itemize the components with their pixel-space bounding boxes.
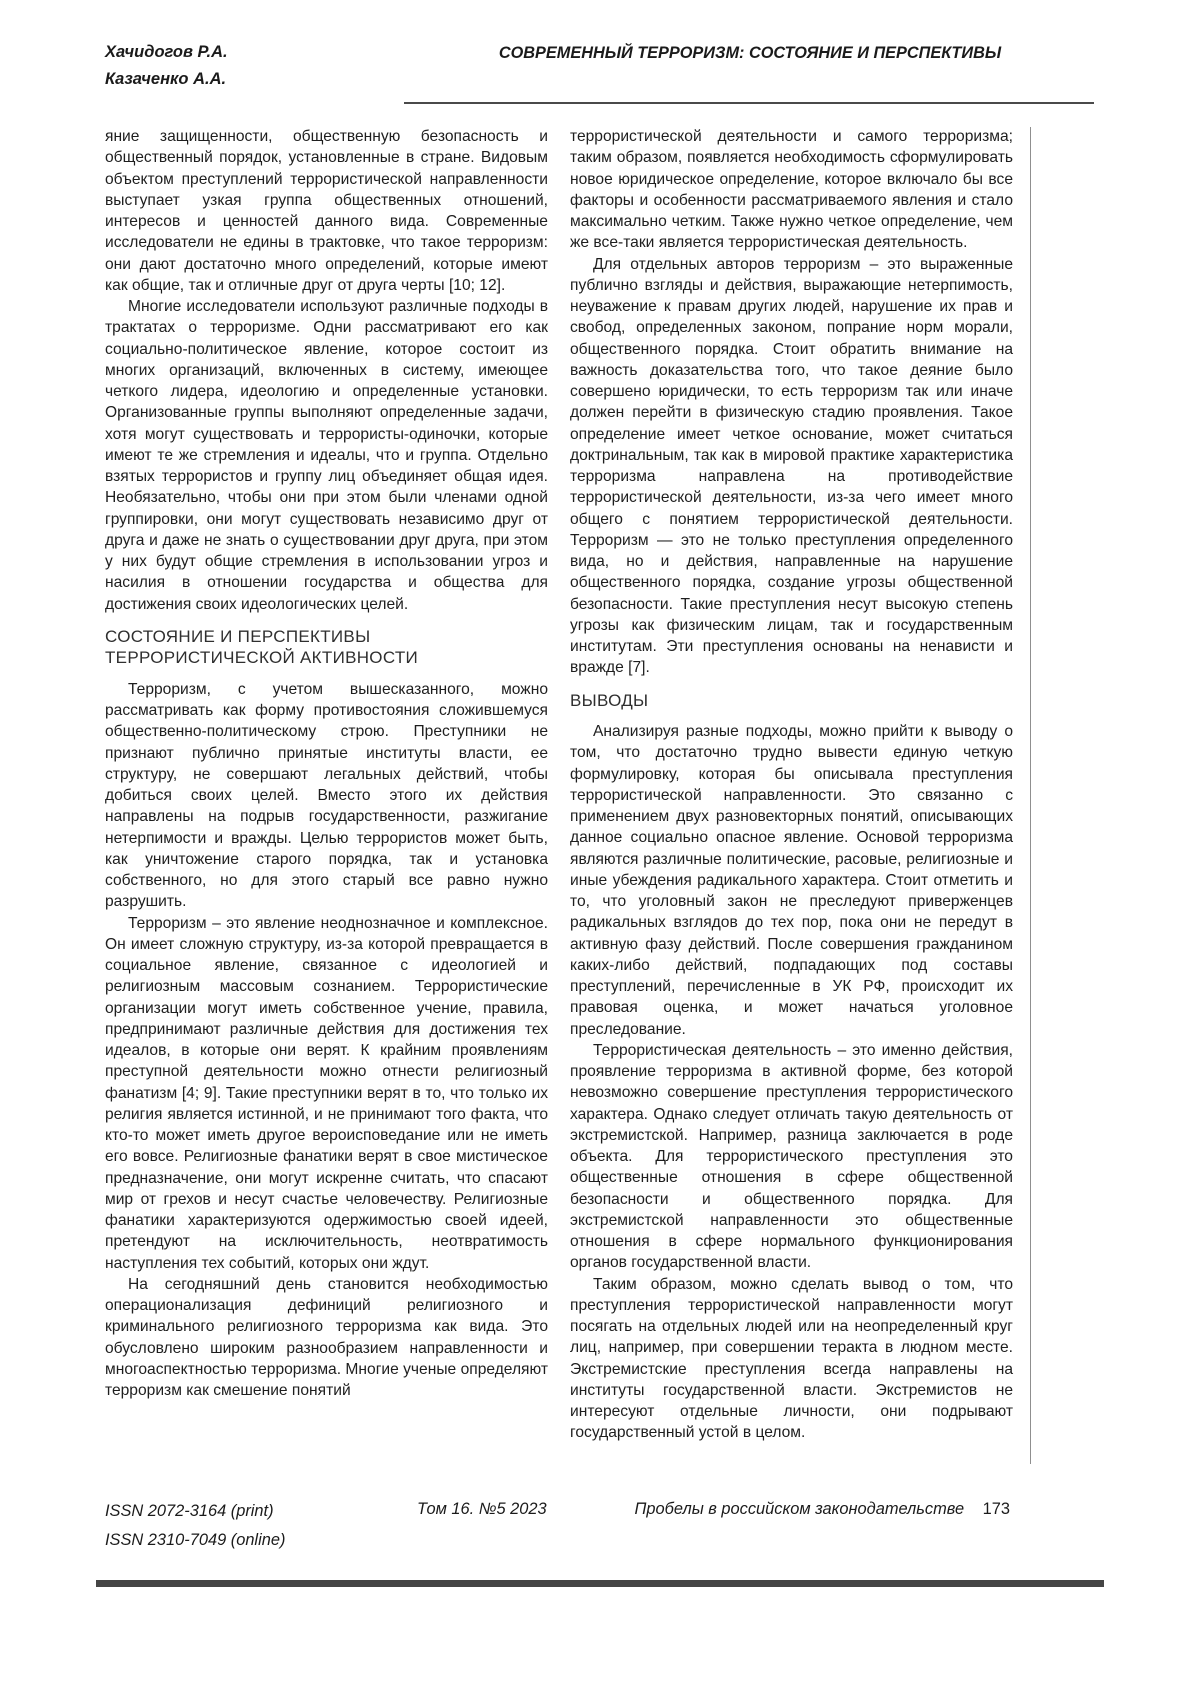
running-title: СОВРЕМЕННЫЙ ТЕРРОРИЗМ: СОСТОЯНИЕ И ПЕРСПЕКТИВЫ bbox=[498, 44, 1002, 62]
footer-journal-name: Пробелы в российском законодательстве bbox=[634, 1500, 965, 1518]
authors-block bbox=[105, 39, 228, 93]
paragraph: Анализируя разные подходы, можно прийти к выводу о том, что достаточно трудно вывести единую четкую формулировку, которая бы описывала преступления террористической направленности. Это связанно с применением двух разновекторных понятий, описывающих данное социально опасное явление. Основой терроризма являются различные политические, расовые, религиозные и иные убеждения радикального характера. Стоит отметить и то, что уголовный закон не преследуют приверженцев радикальных взглядов до тех пор, пока они не передут в активную фазу действий. После совершения гражданином каких-либо действий, подпадающих под составы преступлений, перечисленные в УК РФ, происходит их правовая оценка, и может начаться уголовное преследование. bbox=[570, 723, 1013, 1038]
section-heading-terrorist-activity bbox=[105, 626, 548, 669]
paragraph: Для отдельных авторов терроризм – это выраженные публично взгляды и действия, выражающие нетерпимость, неуважение к правам других людей, нарушение их прав и свобод, определенных законом, попрание норм морали, общественного порядка. Стоит обратить внимание на важность доказательства того, что такое деяние было совершено юридически, то есть терроризм так или иначе должен перейти в физическую стадию проявления. Такое определение имеет четкое основание, может считаться доктринальным, так как в мировой практике характеристика терроризма направлена на противодействие террористической деятельности, из-за чего имеет много общего с понятием террористической деятельности. Терроризм — это не только преступления определенного вида, но и действия, направленные на нарушение общественного порядка, создание угрозы общественной безопасности. Такие преступления несут высокую степень угрозы как физическим лицам, так и государственным институтам. Эти преступления основаны на ненависти и вражде [7]. bbox=[570, 255, 1013, 677]
paragraph: На сегодняшний день становится необходимостью операционализация дефиниций религиозного и криминального религиозного терроризма как вида. Это обусловлено широким разнообразием направленности и многоаспектностью терроризма. Многие ученые определяют терроризм как смешение понятий bbox=[105, 1275, 548, 1399]
header-rule bbox=[404, 102, 1094, 104]
paragraph: Таким образом, можно сделать вывод о том, что преступления террористической направленности могут посягать на отдельных людей или на неопределенный круг лиц, например, при совершении теракта в людном месте. Экстремистские преступления всегда направлены на институты государственной власти. Экстремистов не интересуют отдельные личности, они подрывают государственный устой в целом. bbox=[570, 1275, 1013, 1442]
author-name-1: Хачидогов Р.А. bbox=[105, 43, 228, 61]
bottom-rule bbox=[96, 1580, 1104, 1587]
footer-issn-print: ISSN 2072-3164 (print) bbox=[105, 1502, 274, 1520]
paragraph: Терроризм – это явление неоднозначное и комплексное. Он имеет сложную структуру, из-за которой превращается в социальное явление, связанное с идеологией и религиозным массовым сознанием. Террористические организации могут иметь собственное учение, правила, предпринимают различные действия для достижения тех идеалов, в которые они верят. К крайним проявлениям преступной деятельности можно отнести религиозный фанатизм [4; 9]. Такие преступники верят в то, что только их религия является истинной, и не принимают того факта, что кто-то может иметь другое вероисповедание или не иметь его вовсе. Религиозные фанатики верят в свое мистическое предназначение, они могут искренне считать, что спасают мир от грехов и несут счастье человечеству. Религиозные фанатики характеризуются одержимостью своей идеей, претендуют на исключительность, неотвратимость наступления тех событий, которых они ждут. bbox=[105, 914, 548, 1272]
section-heading-line-2: ТЕРРОРИСТИЧЕСКОЙ АКТИВНОСТИ bbox=[105, 648, 419, 668]
footer-page-number: 173 bbox=[982, 1500, 1010, 1518]
right-column bbox=[570, 126, 1013, 1444]
author-name-2: Казаченко А.А. bbox=[105, 70, 227, 88]
article-body bbox=[105, 126, 1013, 1444]
footer-issn-online: ISSN 2310-7049 (online) bbox=[105, 1530, 286, 1549]
paragraph: Терроризм, с учетом вышесказанного, можно рассматривать как форму противостояния сложившемуся общественно-политическому строю. Преступники не признают публично принятые институты власти, ее структуру, не совершают легальных действий, чтобы добиться своих целей. Вместо этого их действия направлены на подрыв государственности, разжигание нетерпимости и вражды. Целью террористов может быть, как уничтожение старого порядка, так и установка собственного, но для этого старый все равно нужно разрушить. bbox=[105, 680, 548, 911]
section-heading-line-1: СОСТОЯНИЕ И ПЕРСПЕКТИВЫ bbox=[105, 626, 371, 646]
paragraph: Террористическая деятельность – это именно действия, проявление терроризма в активной форме, без которой невозможно совершение преступления террористического характера. Однако следует отличать такую деятельность от экстремистской. Например, разница заключается в роде объекта. Для террористического преступления это общественные отношения в сфере общественной безопасности и общественного порядка. Для экстремистской направленности это общественные отношения в сфере нормального функционирования органов государственной власти. bbox=[570, 1041, 1013, 1272]
left-column bbox=[105, 126, 548, 1444]
paragraph: яние защищенности, общественную безопасность и общественный порядок, установленные в стране. Видовым объектом преступлений террористической направленности выступает узкая группа общественных отношений, интересов и ценностей данного вида. Современные исследователи не едины в трактовке, что такое терроризм: они дают достаточно много определений, которые имеют как общие, так и отличные друг от друга черты [10; 12]. bbox=[105, 128, 548, 294]
footer-issn-block bbox=[105, 1497, 285, 1554]
paragraph: Многие исследователи используют различные подходы в трактатах о терроризме. Одни рассматривают его как социально-политическое явление, которое состоит из многих организаций, включенных в систему, имеющее четкого лидера, идеологию и определенные установки. Организованные группы выполняют определенные задачи, хотя могут существовать и террористы-одиночки, которые имеют те же стремления и идеалы, что и группа. Отдельно взятых террористов и группу лиц объединяет общая идея. Необязательно, чтобы они при этом были членами одной группировки, они могут существовать независимо друг от друга и даже не знать о существовании друг друга, при этом у них будут общие стремления в использовании угроз и насилия в отношении государства и общества для достижения своих идеологических целей. bbox=[105, 298, 548, 613]
right-margin-rule bbox=[1030, 127, 1031, 1464]
section-heading-conclusions: ВЫВОДЫ bbox=[570, 690, 649, 710]
footer-volume-issue: Том 16. №5 2023 bbox=[417, 1500, 547, 1518]
paragraph: террористической деятельности и самого терроризма; таким образом, появляется необходимость сформулировать новое юридическое определение, которое включало бы все факторы и особенности рассматриваемого явления и стало максимально четким. Также нужно четкое определение, чем же все-таки является террористическая деятельность. bbox=[570, 128, 1013, 252]
footer-journal-block bbox=[635, 1500, 1010, 1519]
